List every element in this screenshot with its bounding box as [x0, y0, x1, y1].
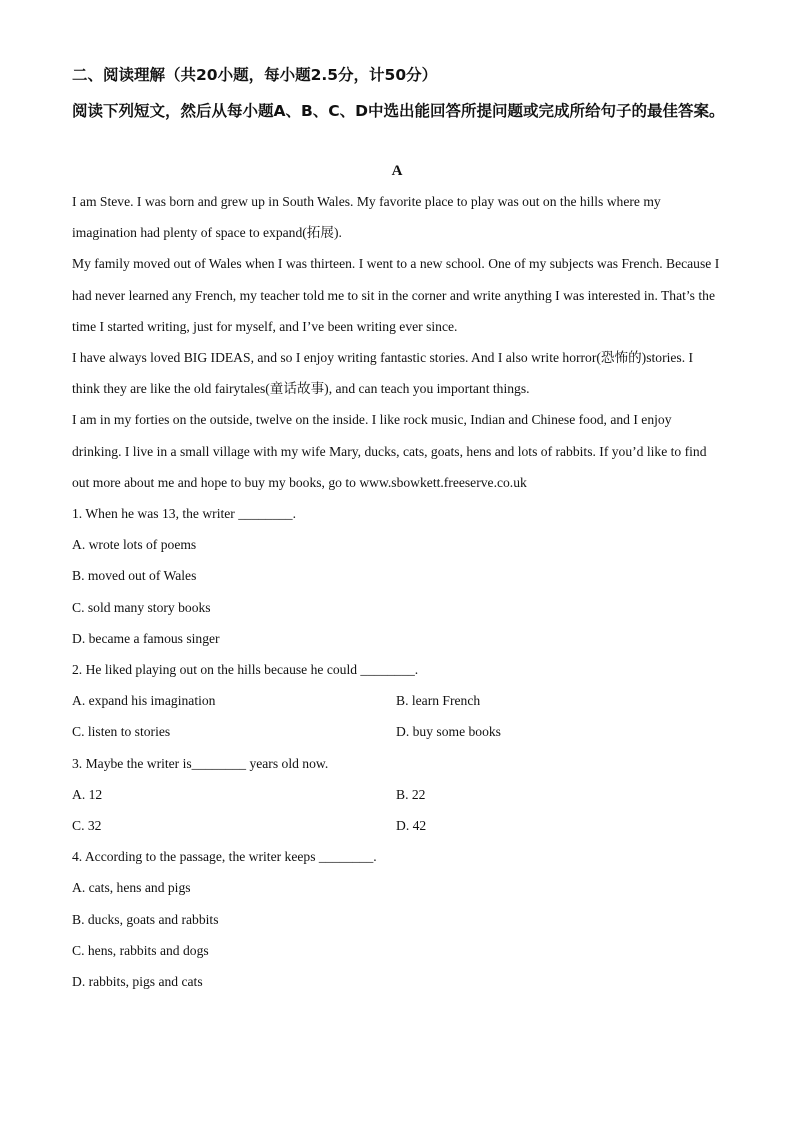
- option-b: B. 22: [396, 786, 426, 802]
- option-row: [72, 779, 722, 810]
- option-d: D. 42: [396, 818, 427, 834]
- question-list: [72, 498, 722, 997]
- option-c: C. sold many story books: [72, 599, 211, 615]
- question-stem: 2. He liked playing out on the hills because he could ________.: [72, 662, 419, 678]
- option-c: C. 32: [72, 818, 102, 834]
- passage-text: [72, 186, 722, 498]
- option-row: [72, 810, 722, 841]
- option-b: B. learn French: [396, 693, 481, 709]
- option-a: A. expand his imagination: [72, 693, 216, 709]
- passage-label: A: [391, 163, 403, 179]
- option-c: C. hens, rabbits and dogs: [72, 942, 209, 958]
- passage-paragraph: I am Steve. I was born and grew up in South Wales. My favorite place to play was out on the hills where my imagination had plenty of space to expand(拓展).: [72, 194, 661, 241]
- question-item: [72, 654, 722, 748]
- option-a: A. 12: [72, 786, 103, 802]
- passage-paragraph: I have always loved BIG IDEAS, and so I enjoy writing fantastic stories. And I also write horror(恐怖的)stories. I think they are like the old fairytales(童话故事), and can teach you important things.: [72, 350, 694, 397]
- option-row: [72, 716, 722, 747]
- section-title: 二、阅读理解（共20小题，每小题2.5分，计50分）: [72, 66, 438, 84]
- question-stem: 1. When he was 13, the writer ________.: [72, 506, 296, 521]
- option-d: D. buy some books: [396, 724, 501, 740]
- question-stem: 4. According to the passage, the writer keeps ________.: [72, 849, 377, 865]
- option-b: B. ducks, goats and rabbits: [72, 911, 219, 927]
- passage-paragraph: My family moved out of Wales when I was thirteen. I went to a new school. One of my subjects was French. Because I had never learned any French, my teacher told me to sit in the corner and write anything I was interested in. That’s the time I started writing, just for myself, and I’ve been writing ever since.: [72, 256, 720, 334]
- option-d: D. rabbits, pigs and cats: [72, 974, 203, 990]
- option-row: [72, 685, 722, 716]
- section-instruction: 阅读下列短文，然后从每小题A、B、C、D中选出能回答所提问题或完成所给句子的最佳答案。: [72, 102, 725, 120]
- option-d: D. became a famous singer: [72, 630, 220, 646]
- option-b: B. moved out of Wales: [72, 568, 197, 584]
- question-item: [72, 841, 722, 997]
- question-item: [72, 748, 722, 842]
- option-a: A. cats, hens and pigs: [72, 880, 191, 896]
- option-c: C. listen to stories: [72, 724, 171, 740]
- question-item: [72, 498, 722, 654]
- passage-paragraph: I am in my forties on the outside, twelve on the inside. I like rock music, Indian and Chinese food, and I enjoy drinking. I live in a small village with my wife Mary, ducks, cats, goats, hens and lots of rabbits. If you’d like to find out more about me and hope to buy my books, go to www.sbowkett.freeserve.co.uk: [72, 412, 707, 490]
- question-stem: 3. Maybe the writer is________ years old now.: [72, 755, 329, 771]
- option-a: A. wrote lots of poems: [72, 537, 197, 553]
